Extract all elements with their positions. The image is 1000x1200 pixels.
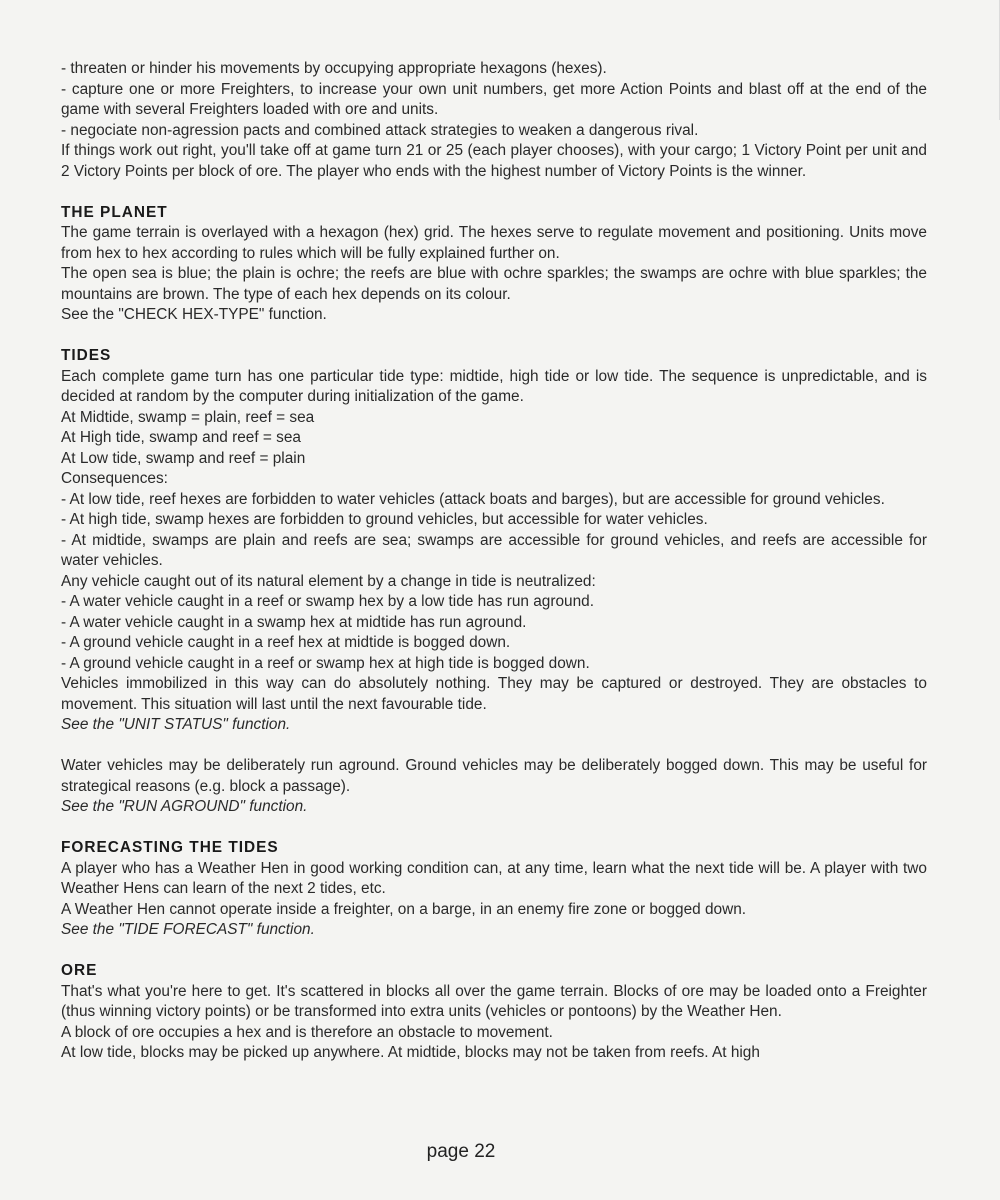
planet-see-function: See the "CHECK HEX-TYPE" function. bbox=[61, 306, 327, 323]
spacer bbox=[61, 326, 927, 347]
tides-see-unit-status: See the "UNIT STATUS" function. bbox=[61, 716, 291, 733]
document-body bbox=[61, 59, 927, 1064]
spacer bbox=[61, 182, 927, 203]
tides-neutralized-case: - A water vehicle caught in a swamp hex at midtide has run aground. bbox=[61, 613, 527, 631]
tides-paragraph: Any vehicle caught out of its natural element by a change in tide is neutralized: bbox=[61, 572, 596, 590]
spacer bbox=[61, 818, 927, 839]
ore-paragraph: That's what you're here to get. It's scattered in blocks all over the game terrain. Blocks of ore may be loaded onto a Freighter (thus winning victory points) or be transformed into extra units (vehicles or pontoons) by the Weather Hen. bbox=[61, 982, 927, 1020]
tides-see-run-aground: See the "RUN AGROUND" function. bbox=[61, 798, 308, 815]
tides-rule: At Low tide, swamp and reef = plain bbox=[61, 449, 306, 467]
tides-paragraph: Each complete game turn has one particular tide type: midtide, high tide or low tide. The sequence is unpredictable, and is decided at random by the computer during initialization of the game. bbox=[61, 367, 927, 405]
intro-line: - negociate non-agression pacts and combined attack strategies to weaken a dangerous rival. bbox=[61, 121, 699, 139]
tides-rule: At Midtide, swamp = plain, reef = sea bbox=[61, 408, 315, 426]
tides-consequences-label: Consequences: bbox=[61, 470, 168, 487]
forecast-paragraph: A player who has a Weather Hen in good working condition can, at any time, learn what the next tide will be. A player with two Weather Hens can learn of the next 2 tides, etc. bbox=[61, 859, 927, 897]
section-heading-tides: TIDES bbox=[61, 347, 112, 364]
aground-paragraph: Water vehicles may be deliberately run aground. Ground vehicles may be deliberately bogged down. This may be useful for strategical reasons (e.g. block a passage). bbox=[61, 757, 927, 795]
spacer bbox=[61, 941, 927, 962]
page-edge-line bbox=[939, 0, 1000, 120]
ore-paragraph: A block of ore occupies a hex and is therefore an obstacle to movement. bbox=[61, 1023, 553, 1041]
intro-line: - capture one or more Freighters, to increase your own unit numbers, get more Action Points and blast off at the end of the game with several Freighters loaded with ore and units. bbox=[61, 80, 927, 118]
forecast-see-function: See the "TIDE FORECAST" function. bbox=[61, 921, 315, 938]
section-heading-forecasting: FORECASTING THE TIDES bbox=[61, 839, 279, 856]
forecast-paragraph: A Weather Hen cannot operate inside a freighter, on a barge, in an enemy fire zone or bogged down. bbox=[61, 900, 747, 918]
intro-line: If things work out right, you'll take off at game turn 21 or 25 (each player chooses), with your cargo; 1 Victory Point per unit and 2 Victory Points per block of ore. The player who ends with the highest number of Victory Points is the winner. bbox=[61, 142, 927, 180]
section-heading-ore: ORE bbox=[61, 962, 98, 979]
tides-paragraph: Vehicles immobilized in this way can do absolutely nothing. They may be captured or destroyed. They are obstacles to movement. This situation will last until the next favourable tide. bbox=[61, 675, 927, 713]
planet-paragraph: The open sea is blue; the plain is ochre; the reefs are blue with ochre sparkles; the swamps are ochre with blue sparkles; the mountains are brown. The type of each hex depends on its colour. bbox=[61, 265, 927, 303]
planet-paragraph: The game terrain is overlayed with a hexagon (hex) grid. The hexes serve to regulate movement and positioning. Units move from hex to hex according to rules which will be fully explained further on. bbox=[61, 224, 927, 262]
spacer bbox=[61, 736, 927, 757]
tides-neutralized-case: - A ground vehicle caught in a reef hex at midtide is bogged down. bbox=[61, 634, 511, 651]
tides-neutralized-case: - A ground vehicle caught in a reef or swamp hex at high tide is bogged down. bbox=[61, 654, 590, 672]
intro-line: - threaten or hinder his movements by occupying appropriate hexagons (hexes). bbox=[61, 60, 607, 77]
tides-rule: At High tide, swamp and reef = sea bbox=[61, 429, 301, 446]
tides-consequence: - At midtide, swamps are plain and reefs are sea; swamps are accessible for ground vehicles, and reefs are accessible for water vehicles. bbox=[61, 531, 927, 569]
page-number: page 22 bbox=[426, 1141, 496, 1162]
ore-paragraph: At low tide, blocks may be picked up anywhere. At midtide, blocks may not be taken from reefs. At high bbox=[61, 1044, 760, 1061]
tides-consequence: - At low tide, reef hexes are forbidden to water vehicles (attack boats and barges), but are accessible for ground vehicles. bbox=[61, 490, 885, 508]
tides-neutralized-case: - A water vehicle caught in a reef or swamp hex by a low tide has run aground. bbox=[61, 593, 594, 610]
tides-consequence: - At high tide, swamp hexes are forbidden to ground vehicles, but accessible for water vehicles. bbox=[61, 511, 708, 528]
section-heading-planet: THE PLANET bbox=[61, 203, 168, 221]
